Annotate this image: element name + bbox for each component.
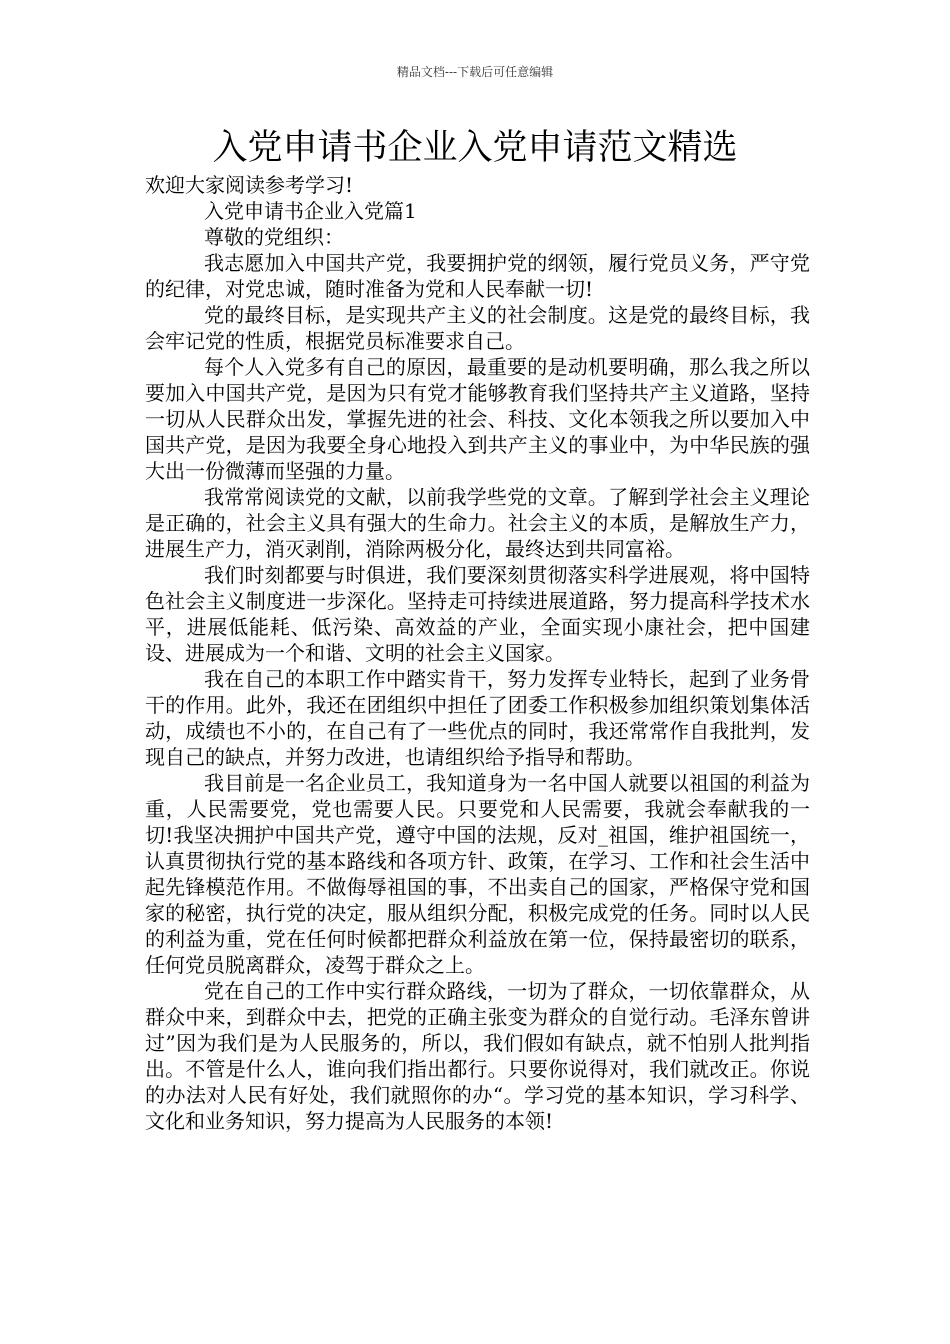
salutation: 尊敬的党组织： [204, 225, 344, 249]
intro-line: 欢迎大家阅读参考学习! [145, 173, 354, 197]
body-paragraph: 我们时刻都要与时俱进，我们要深刻贯彻落实科学进展观，将中国特色社会主义制度进一步深化。坚持走可持续进展道路，努力提高科学技术水平，进展低能耗、低污染、高效益的产业，全面实现小康社会，把中国建设、进展成为一个和谐、文明的社会主义国家。 [145, 563, 810, 665]
body-paragraph: 每个人入党多有自己的原因，最重要的是动机要明确，那么我之所以要加入中国共产党，是因为只有党才能够教育我们坚持共产主义道路，坚持一切从人民群众出发，掌握先进的社会、科技、文化本领我之所以要加入中国共产党，是因为我要全身心地投入到共产主义的事业中，为中华民族的强大出一份微薄而坚强的力量。 [145, 355, 810, 483]
document-body [145, 172, 810, 1134]
body-paragraph: 党的最终目标，是实现共产主义的社会制度。这是党的最终目标，我会牢记党的性质，根据党员标准要求自己。 [145, 303, 810, 353]
body-paragraph: 我常常阅读党的文献，以前我学些党的文章。了解到学社会主义理论是正确的，社会主义具有强大的生命力。社会主义的本质，是解放生产力，进展生产力，消灭剥削，消除两极分化，最终达到共同富裕。 [145, 485, 810, 561]
header-note: 精品文档---下载后可任意编辑 [396, 65, 554, 79]
body-paragraph: 我在自己的本职工作中踏实肯干，努力发挥专业特长，起到了业务骨干的作用。此外，我还在团组织中担任了团委工作积极参加组织策划集体活动，成绩也不小的，在自己有了一些优点的同时，我还常常作自我批判，发现自己的缺点，并努力改进，也请组织给予指导和帮助。 [145, 667, 810, 769]
body-paragraph: 我目前是一名企业员工，我知道身为一名中国人就要以祖国的利益为重，人民需要党，党也需要人民。只要党和人民需要，我就会奉献我的一切!我坚决拥护中国共产党，遵守中国的法规，反对_祖国，维护祖国统一，认真贯彻执行党的基本路线和各项方针、政策，在学习、工作和社会生活中起先锋模范作用。不做侮辱祖国的事，不出卖自己的国家，严格保守党和国家的秘密，执行党的决定，服从组织分配，积极完成党的任务。同时以人民的利益为重，党在任何时候都把群众利益放在第一位，保持最密切的联系，任何党员脱离群众，凌驾于群众之上。 [145, 771, 810, 977]
body-paragraph: 党在自己的工作中实行群众路线，一切为了群众，一切依靠群众，从群众中来，到群众中去，把党的正确主张变为群众的自觉行动。毛泽东曾讲过”因为我们是为人民服务的，所以，我们假如有缺点，就不怕别人批判指出。不管是什么人，谁向我们指出都行。只要你说得对，我们就改正。你说的办法对人民有好处，我们就照你的办“。学习党的基本知识，学习科学、文化和业务知识，努力提高为人民服务的本领! [145, 979, 810, 1133]
document-title: 入党申请书企业入党申请范文精选 [212, 128, 738, 168]
section-heading: 入党申请书企业入党篇1 [204, 199, 417, 223]
body-paragraph: 我志愿加入中国共产党，我要拥护党的纲领，履行党员义务，严守党的纪律，对党忠诚，随时准备为党和人民奉献一切! [145, 251, 810, 301]
